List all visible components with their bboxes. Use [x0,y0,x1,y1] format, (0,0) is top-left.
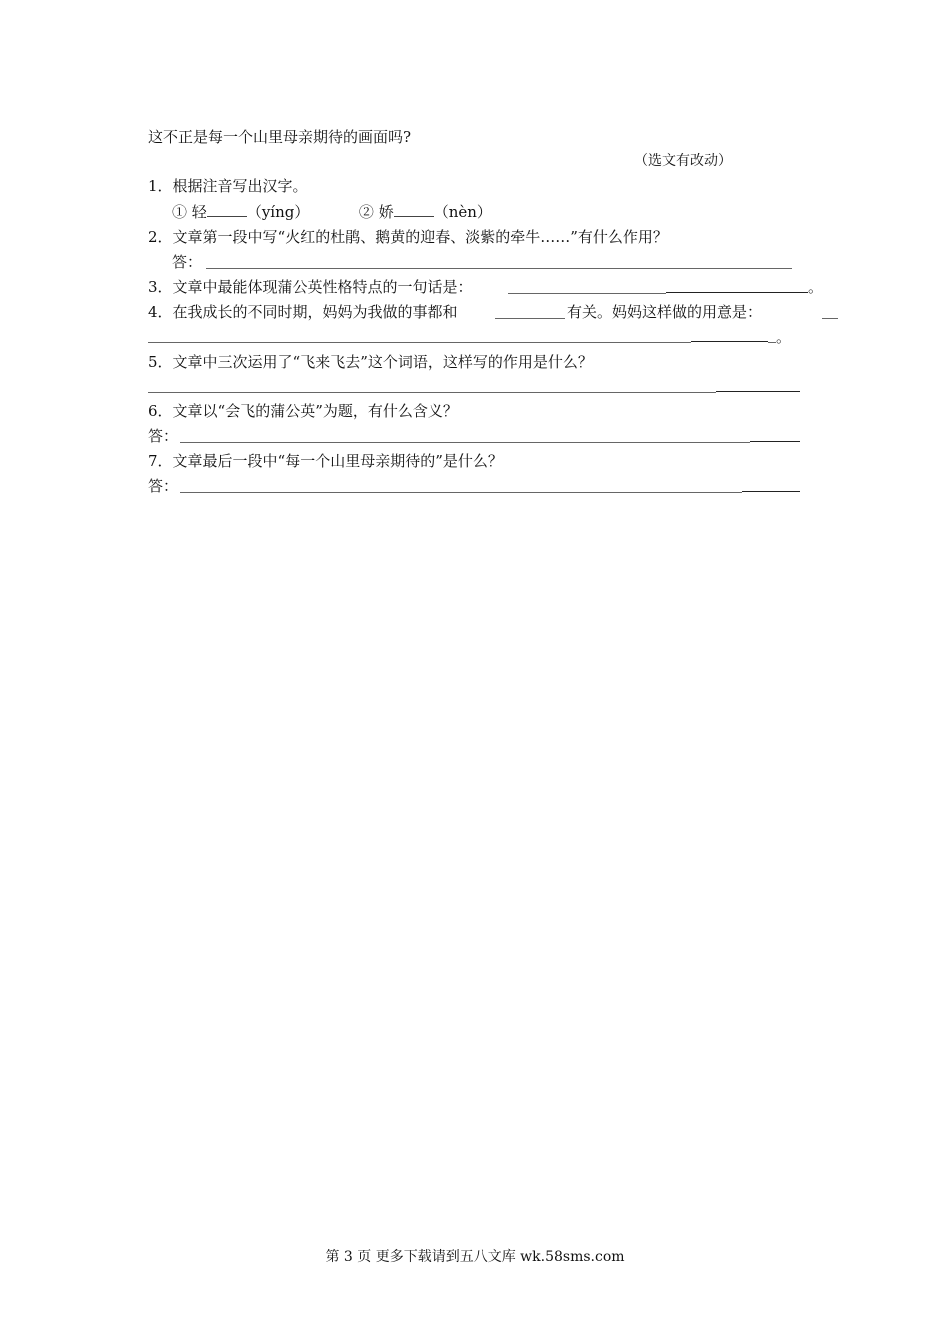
item-1-pinyin: （yíng） [246,203,310,221]
question-7: 7．文章最后一段中“每一个山里母亲期待的”是什么？ [148,452,503,470]
question-5-answer-line[interactable] [148,392,716,393]
question-4-answer-line-bold[interactable] [691,341,768,342]
question-5-answer-line-bold[interactable] [716,391,800,392]
question-6-answer-line[interactable] [180,442,750,443]
question-4-trailing-line[interactable] [822,318,838,319]
question-4-blank[interactable] [495,318,565,319]
item-2-pinyin: （nèn） [433,203,492,221]
question-2-answer-label: 答： [172,253,203,271]
question-6-answer-line-bold[interactable] [750,441,800,442]
question-4-answer-line[interactable] [148,342,691,343]
question-4-answer-line-end[interactable] [768,342,776,343]
item-2-char: 娇 [378,203,394,221]
source-note: （选文有改动） [634,153,732,169]
question-6: 6．文章以“会飞的蒲公英”为题，有什么含义？ [148,402,458,420]
question-7-answer-line-bold[interactable] [742,491,800,492]
question-1: 1．根据注音写出汉字。 [148,177,308,195]
question-4-end: 。 [776,328,792,346]
item-1-blank[interactable] [207,202,247,217]
page-footer: 第 3 页 更多下载请到五八文库 wk.58sms.com [325,1249,625,1265]
passage-closing-line: 这不正是每一个山里母亲期待的画面吗? [148,128,412,146]
question-4-part-b: 有关。妈妈这样做的用意是： [567,303,763,321]
question-7-answer-label: 答： [148,477,179,495]
item-2-blank[interactable] [394,202,434,217]
question-3: 3．文章中最能体现蒲公英性格特点的一句话是： [148,278,473,296]
question-3-end: 。 [808,278,824,296]
question-3-answer-line-bold[interactable] [666,292,808,293]
item-1-char: 轻 [191,203,207,221]
question-5: 5．文章中三次运用了“飞来飞去”这个词语，这样写的作用是什么？ [148,353,593,371]
item-1-mark: ① [172,203,188,221]
question-4-part-a: 4．在我成长的不同时期，妈妈为我做的事都和 [148,303,458,321]
question-6-answer-label: 答： [148,427,179,445]
question-2-answer-line[interactable] [206,268,792,269]
question-3-answer-line[interactable] [508,293,666,294]
question-1-items [172,202,492,221]
question-2: 2．文章第一段中写“火红的杜鹃、鹅黄的迎春、淡紫的牵牛……”有什么作用？ [148,228,668,246]
item-2-mark: ② [358,203,374,221]
question-7-answer-line[interactable] [180,492,742,493]
